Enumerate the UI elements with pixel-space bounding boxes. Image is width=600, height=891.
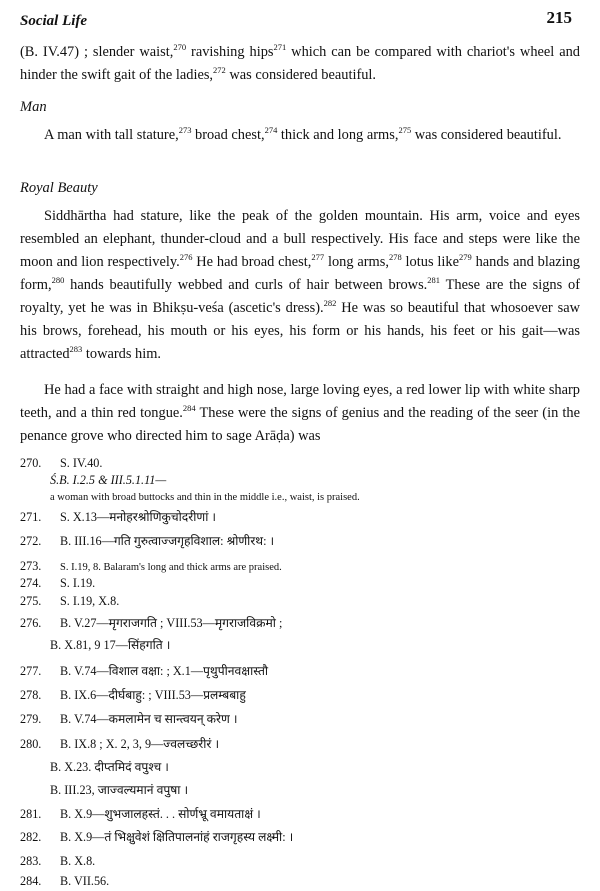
- footnote-ref: 273: [178, 125, 192, 136]
- footnote-ref: 284: [182, 403, 196, 414]
- footnote-ref: 279: [458, 252, 472, 263]
- footnote-273: 273. S. I.19, 8. Balaram's long and thick arms are praised.: [20, 559, 282, 573]
- footnote-270-line3: a woman with broad buttocks and thin in the middle i.e., waist, is praised.: [50, 492, 360, 503]
- paragraph-face: He had a face with straight and high nose, large loving eyes, a red lower lip with white sharp teeth, and a thin red tongue.$^{284}$ These were the signs of genius and the reading of the seer (in the penance grove who directed him to sage Arāḍa) was: [20, 382, 580, 444]
- footnote-ref: 270: [173, 42, 187, 53]
- footnote-276: 276. B. V.27—मृगराजगति ; VIII.53—मृगराजविक्रमो ;: [20, 616, 283, 630]
- footnote-270: 270. S. IV.40.: [20, 456, 103, 470]
- footnote-278: 278. B. IX.6—दीर्घबाहु: ; VIII.53—प्रलम्बबाहु: [20, 688, 246, 702]
- footnote-283: 283. B. X.8.: [20, 854, 96, 868]
- footnote-279: 279. B. V.74—कमलामेन च सान्त्वयन् करेण ।: [20, 712, 238, 726]
- footnote-275: 275. S. I.19, X.8.: [20, 594, 120, 608]
- paragraph-royal-beauty: Siddhārtha had stature, like the peak of the golden mountain. His arm, voice and eyes resembled an elephant, thunder-cloud and a bull respectively. His face and steps were like the moon and lion respectively.$^{276}$ He had broad chest,$^{277}$ long arms,$^{278}$ lotus like$^{279}$ hands and blazing form,$^{280}$ hands beautifully webbed and curls of hair between brows.$^{281}$ These are the signs of royalty, yet he was in Bhikṣu-veśa (ascetic's dress).$^{282}$ He was so beautiful that whosoever saw his brows, forehead, his mouth or his eyes, his form or his hands, his feet or his gait—was attracted$^{283}$ towards him.: [20, 208, 580, 362]
- footnote-ref: 283: [69, 344, 83, 355]
- footnote-ref: 272: [213, 65, 226, 76]
- footnote-284: 284. B. VII.56.: [20, 874, 110, 888]
- section-heading-royal-beauty: Royal Beauty: [20, 180, 98, 196]
- paragraph-continuation: (B. IV.47) ; slender waist,$^{270}$ ravishing hips$^{271}$ which can be compared with chariot's wheel and hinder the swift gait of the ladies,$^{272}$ was considered beautiful.: [20, 42, 580, 83]
- footnote-281: 281. B. X.9—शुभजालहस्तं. . . सोर्णभ्रू वमायताक्षं ।: [20, 807, 261, 821]
- footnote-ref: 281: [427, 275, 441, 286]
- footnote-ref: 274: [264, 125, 278, 136]
- footnote-ref: 277: [311, 252, 325, 263]
- footnote-ref: 276: [179, 252, 193, 263]
- footnote-280-line2: B. X.23. दीप्तमिदं वपुश्च ।: [50, 760, 169, 774]
- footnote-ref: 271: [273, 42, 287, 53]
- footnote-ref: 275: [398, 125, 412, 136]
- footnote-280-line3: B. III.23, जाज्वल्यमानं वपुषा ।: [50, 783, 189, 797]
- footnote-ref: 280: [51, 275, 65, 286]
- running-head: Social Life: [20, 13, 88, 29]
- footnote-282: 282. B. X.9—तं भिक्षुवेशं क्षितिपालनांहं राजगृहस्य लक्ष्मी: ।: [20, 830, 294, 844]
- page-number: 215: [546, 8, 572, 27]
- footnote-ref: 282: [323, 298, 337, 309]
- footnote-280: 280. B. IX.8 ; X. 2, 3, 9—ज्वलच्छरीरं ।: [20, 737, 220, 751]
- paragraph-man: A man with tall stature,$^{273}$ broad chest,$^{274}$ thick and long arms,$^{275}$ was considered beautiful.: [44, 125, 562, 143]
- footnote-ref: 278: [388, 252, 402, 263]
- footnote-274: 274. S. I.19.: [20, 576, 96, 590]
- footnote-272: 272. B. III.16—गति गुरुत्वाज्जगृहविशाल: श्रोणीरथ: ।: [20, 534, 275, 548]
- footnote-277: 277. B. V.74—विशाल वक्षा: ; X.1—पृथुपीनवक्षास्तौ: [20, 664, 269, 678]
- footnote-271: 271. S. X.13—मनोहरश्रोणिकुचोदरीणां ।: [20, 510, 217, 524]
- section-heading-man: Man: [20, 99, 47, 115]
- footnote-276-line2: B. X.81, 9 17—सिंहगति ।: [50, 638, 171, 652]
- footnote-270-line2: Ś.B. I.2.5 & III.5.1.11—: [50, 473, 167, 487]
